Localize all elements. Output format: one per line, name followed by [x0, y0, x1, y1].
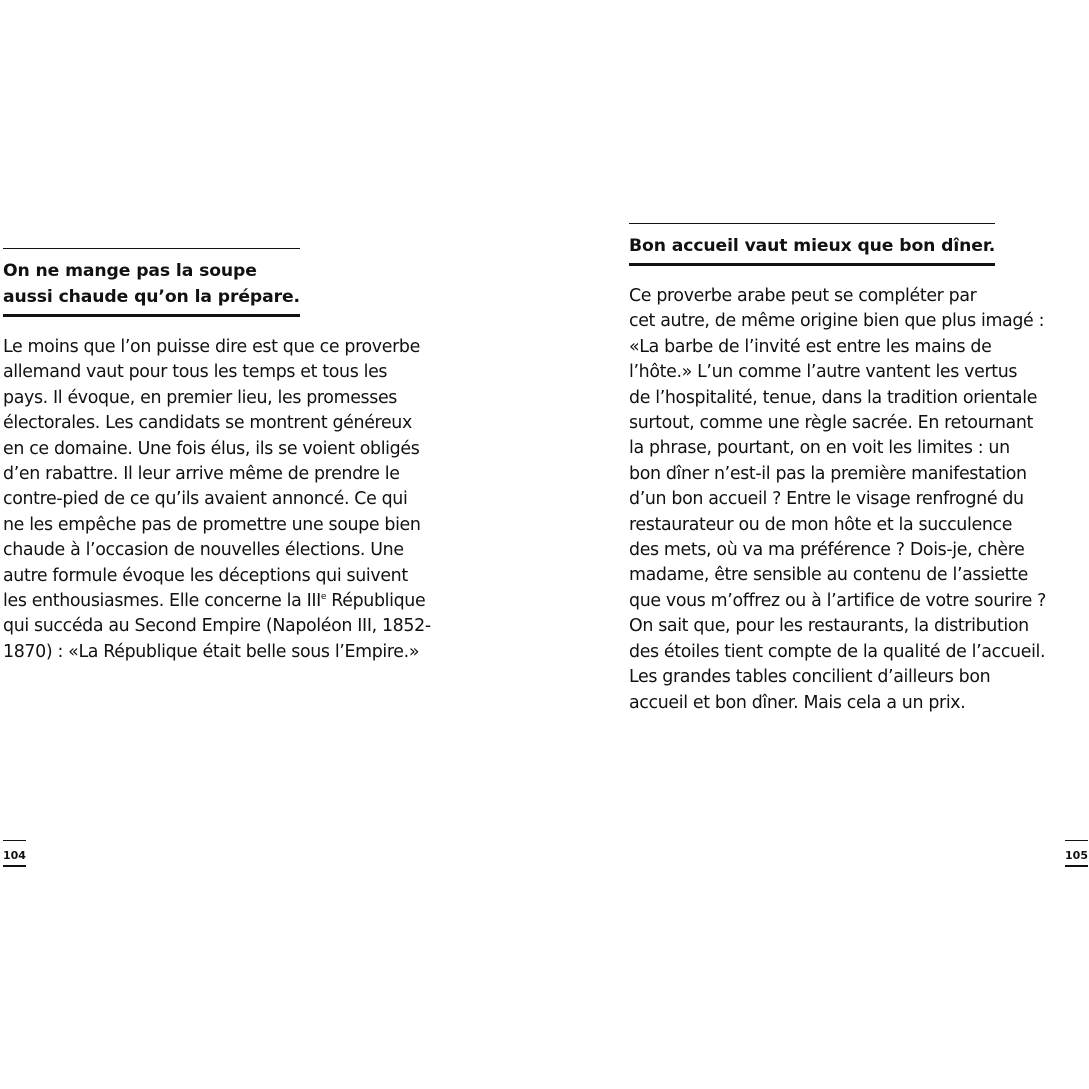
- body-line: allemand vaut pour tous les temps et tous les: [3, 362, 388, 383]
- body-line: pays. Il évoque, en premier lieu, les promesses: [3, 387, 398, 408]
- left-title-line: On ne mange pas la soupe: [3, 261, 257, 281]
- right-title: Bon accueil vaut mieux que bon dîner.: [629, 236, 996, 256]
- body-line: madame, être sensible au contenu de l’assiette: [629, 565, 1028, 586]
- body-line: surtout, comme une règle sacrée. En retournant: [629, 413, 1033, 434]
- body-line: On sait que, pour les restaurants, la distribution: [629, 616, 1029, 637]
- body-line: de l’hospitalité, tenue, dans la tradition orientale: [629, 387, 1038, 408]
- left-body-text: [3, 335, 431, 665]
- republic-text-after: République: [326, 591, 426, 612]
- left-title-line: aussi chaude qu’on la prépare.: [3, 287, 300, 307]
- body-line: «La barbe de l’invité est entre les mains de: [629, 336, 992, 357]
- body-line: en ce domaine. Une fois élus, ils se voient obligés: [3, 438, 420, 459]
- body-line: Ce proverbe arabe peut se compléter par: [629, 286, 977, 306]
- left-article: [3, 248, 431, 665]
- page-number-left: 104: [3, 840, 26, 867]
- superscript-e: e: [320, 592, 327, 603]
- republic-text-before: les enthousiasmes. Elle concerne la III: [3, 591, 321, 612]
- body-line: Les grandes tables concilient d’ailleurs bon: [629, 667, 991, 688]
- body-line: bon dîner n’est-il pas la première manifestation: [629, 463, 1027, 484]
- body-line: autre formule évoque les déceptions qui suivent: [3, 565, 408, 586]
- right-body-text: [629, 284, 1046, 716]
- left-title-box: [3, 248, 300, 317]
- right-article: [629, 223, 1046, 716]
- body-line: cet autre, de même origine bien que plus imagé :: [629, 311, 1045, 332]
- body-line: qui succéda au Second Empire (Napoléon III, 1852-: [3, 616, 431, 637]
- body-line: Le moins que l’on puisse dire est que ce proverbe: [3, 337, 420, 357]
- body-line: d’un bon accueil ? Entre le visage renfrogné du: [629, 489, 1024, 510]
- body-line: la phrase, pourtant, on en voit les limites : un: [629, 438, 1010, 459]
- page-number-right: 105: [1065, 840, 1088, 867]
- body-line: chaude à l’occasion de nouvelles élections. Une: [3, 540, 404, 561]
- body-line: ne les empêche pas de promettre une soupe bien: [3, 514, 421, 535]
- body-line: restaurateur ou de mon hôte et la succulence: [629, 514, 1013, 535]
- body-line: l’hôte.» L’un comme l’autre vantent les vertus: [629, 362, 1018, 383]
- right-title-box: [629, 223, 995, 266]
- body-line: d’en rabattre. Il leur arrive même de prendre le: [3, 464, 400, 485]
- body-line: que vous m’offrez ou à l’artifice de votre sourire ?: [629, 590, 1046, 611]
- right-page: [545, 0, 1089, 1089]
- body-line-republic: [3, 589, 431, 614]
- body-line: accueil et bon dîner. Mais cela a un prix.: [629, 692, 966, 713]
- body-line: électorales. Les candidats se montrent généreux: [3, 413, 412, 434]
- body-line: des étoiles tient compte de la qualité de l’accueil.: [629, 641, 1046, 662]
- body-line: contre-pied de ce qu’ils avaient annoncé. Ce qui: [3, 489, 408, 510]
- body-line: 1870) : «La République était belle sous l’Empire.»: [3, 641, 420, 662]
- body-line: des mets, où va ma préférence ? Dois-je, chère: [629, 540, 1025, 561]
